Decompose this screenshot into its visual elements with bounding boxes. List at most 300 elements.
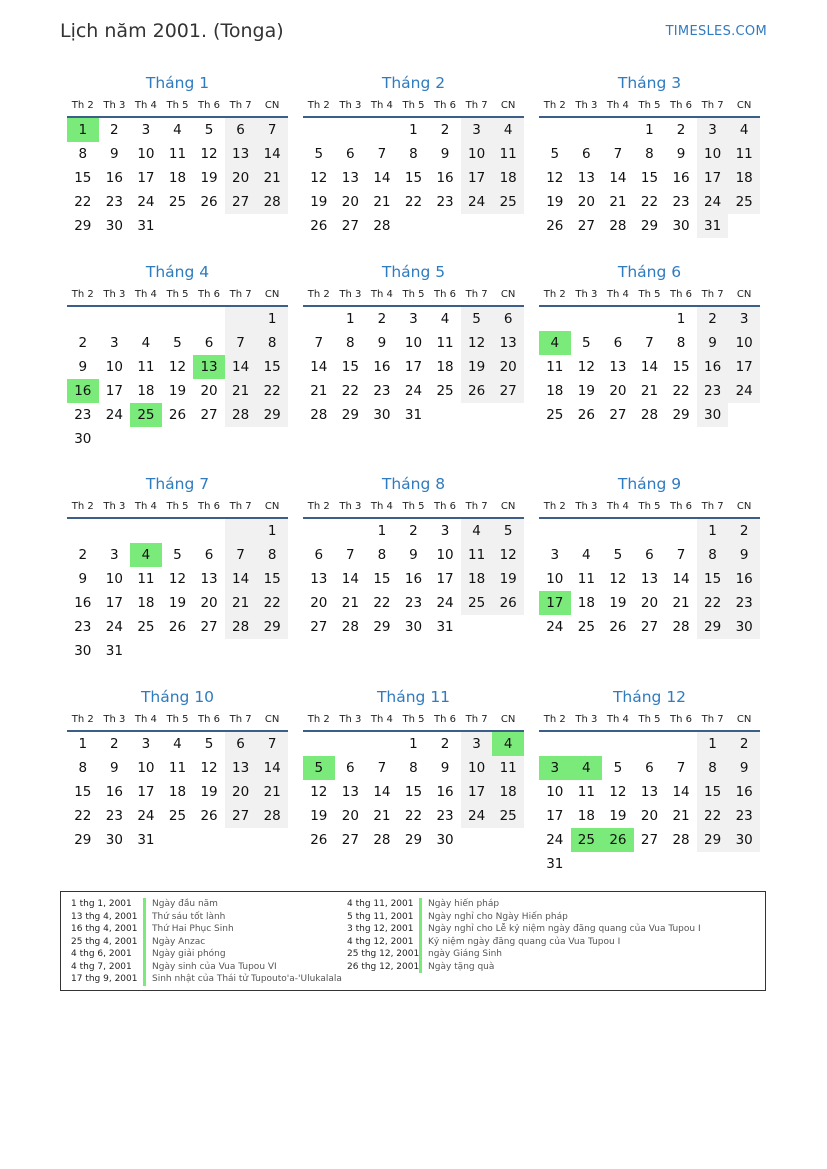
day-cell[interactable]: 5 xyxy=(492,519,524,543)
day-cell[interactable]: 21 xyxy=(310,383,328,399)
day-cell[interactable]: 3 xyxy=(539,756,571,780)
day-cell[interactable]: 28 xyxy=(672,619,690,635)
day-cell[interactable]: 3 xyxy=(461,732,493,756)
day-cell[interactable]: 24 xyxy=(461,190,493,214)
day-cell[interactable]: 4 xyxy=(728,118,760,142)
day-cell[interactable]: 19 xyxy=(609,808,627,824)
day-cell[interactable]: 25 xyxy=(461,591,493,615)
day-cell[interactable]: 5 xyxy=(613,547,623,563)
day-cell[interactable]: 25 xyxy=(728,190,760,214)
day-cell[interactable]: 3 xyxy=(110,335,119,351)
day-cell[interactable]: 21 xyxy=(256,166,288,190)
day-cell[interactable]: 19 xyxy=(310,194,328,210)
day-cell[interactable]: 11 xyxy=(137,359,155,375)
day-cell[interactable]: 26 xyxy=(492,591,524,615)
day-cell[interactable]: 8 xyxy=(409,146,418,162)
day-cell[interactable]: 24 xyxy=(137,808,155,824)
day-cell[interactable]: 6 xyxy=(225,732,257,756)
day-cell[interactable]: 7 xyxy=(256,732,288,756)
day-cell[interactable]: 16 xyxy=(697,355,729,379)
site-link[interactable]: TIMESLES.COM xyxy=(665,24,767,39)
day-cell[interactable]: 21 xyxy=(225,379,257,403)
day-cell[interactable]: 30 xyxy=(404,619,423,635)
day-cell[interactable]: 8 xyxy=(697,756,729,780)
day-cell[interactable]: 19 xyxy=(200,170,218,186)
day-cell[interactable]: 15 xyxy=(74,784,92,800)
day-cell[interactable]: 16 xyxy=(404,571,423,587)
day-cell[interactable]: 10 xyxy=(105,359,123,375)
day-cell[interactable]: 13 xyxy=(341,170,359,186)
day-cell[interactable]: 5 xyxy=(582,335,591,351)
day-cell[interactable]: 14 xyxy=(672,571,690,587)
day-cell[interactable]: 9 xyxy=(728,756,760,780)
day-cell[interactable]: 2 xyxy=(676,122,686,138)
day-cell[interactable]: 25 xyxy=(137,619,155,635)
day-cell[interactable]: 28 xyxy=(225,615,257,639)
day-cell[interactable]: 18 xyxy=(728,166,760,190)
day-cell[interactable]: 13 xyxy=(609,359,627,375)
day-cell[interactable]: 26 xyxy=(200,808,218,824)
day-cell[interactable]: 30 xyxy=(74,431,92,447)
day-cell[interactable]: 15 xyxy=(373,571,391,587)
day-cell[interactable]: 12 xyxy=(200,146,218,162)
day-cell[interactable]: 5 xyxy=(314,146,324,162)
day-cell[interactable]: 22 xyxy=(256,379,288,403)
day-cell[interactable]: 2 xyxy=(697,307,729,331)
day-cell[interactable]: 19 xyxy=(168,595,187,611)
day-cell[interactable]: 5 xyxy=(204,736,214,752)
day-cell[interactable]: 22 xyxy=(74,194,92,210)
day-cell[interactable]: 24 xyxy=(105,407,123,423)
day-cell[interactable]: 7 xyxy=(314,335,324,351)
day-cell[interactable]: 5 xyxy=(173,547,182,563)
day-cell[interactable]: 29 xyxy=(256,615,288,639)
day-cell[interactable]: 23 xyxy=(436,808,454,824)
day-cell[interactable]: 19 xyxy=(310,808,328,824)
day-cell[interactable]: 22 xyxy=(373,595,391,611)
day-cell[interactable]: 26 xyxy=(310,218,328,234)
day-cell[interactable]: 7 xyxy=(676,547,686,563)
day-cell[interactable]: 15 xyxy=(256,355,288,379)
day-cell[interactable]: 19 xyxy=(609,595,627,611)
day-cell[interactable]: 15 xyxy=(74,170,92,186)
day-cell[interactable]: 24 xyxy=(546,832,564,848)
day-cell[interactable]: 18 xyxy=(168,784,187,800)
day-cell[interactable]: 28 xyxy=(225,403,257,427)
day-cell[interactable]: 21 xyxy=(640,383,659,399)
day-cell[interactable]: 18 xyxy=(137,595,155,611)
day-cell[interactable]: 18 xyxy=(168,170,187,186)
day-cell[interactable]: 7 xyxy=(645,335,654,351)
day-cell[interactable]: 18 xyxy=(137,383,155,399)
day-cell[interactable]: 1 xyxy=(409,736,418,752)
day-cell[interactable]: 25 xyxy=(492,190,524,214)
day-cell[interactable]: 16 xyxy=(105,170,123,186)
day-cell[interactable]: 28 xyxy=(609,218,627,234)
day-cell[interactable]: 1 xyxy=(645,122,654,138)
day-cell[interactable]: 9 xyxy=(110,760,119,776)
day-cell[interactable]: 27 xyxy=(640,832,659,848)
day-cell[interactable]: 17 xyxy=(697,166,729,190)
day-cell[interactable]: 12 xyxy=(546,170,564,186)
day-cell[interactable]: 31 xyxy=(546,856,564,872)
day-cell[interactable]: 15 xyxy=(672,359,690,375)
day-cell[interactable]: 9 xyxy=(440,146,450,162)
day-cell[interactable]: 19 xyxy=(546,194,564,210)
day-cell[interactable]: 13 xyxy=(577,170,595,186)
day-cell[interactable]: 12 xyxy=(310,784,328,800)
day-cell[interactable]: 8 xyxy=(409,760,418,776)
day-cell[interactable]: 9 xyxy=(78,571,88,587)
day-cell[interactable]: 22 xyxy=(640,194,659,210)
day-cell[interactable]: 3 xyxy=(697,118,729,142)
day-cell[interactable]: 1 xyxy=(697,732,729,756)
day-cell[interactable]: 9 xyxy=(110,146,119,162)
day-cell[interactable]: 6 xyxy=(613,335,623,351)
day-cell[interactable]: 6 xyxy=(492,307,524,331)
day-cell[interactable]: 10 xyxy=(105,571,123,587)
day-cell[interactable]: 2 xyxy=(78,335,88,351)
day-cell[interactable]: 19 xyxy=(461,355,493,379)
day-cell[interactable]: 6 xyxy=(645,760,654,776)
day-cell[interactable]: 7 xyxy=(613,146,623,162)
day-cell[interactable]: 20 xyxy=(341,808,359,824)
day-cell[interactable]: 15 xyxy=(256,567,288,591)
day-cell[interactable]: 18 xyxy=(492,780,524,804)
day-cell[interactable]: 16 xyxy=(728,780,760,804)
day-cell[interactable]: 11 xyxy=(168,146,187,162)
day-cell[interactable]: 29 xyxy=(672,407,690,423)
day-cell[interactable]: 11 xyxy=(492,756,524,780)
day-cell[interactable]: 1 xyxy=(409,122,418,138)
day-cell[interactable]: 19 xyxy=(168,383,187,399)
day-cell[interactable]: 23 xyxy=(728,591,760,615)
day-cell[interactable]: 15 xyxy=(697,567,729,591)
day-cell[interactable]: 27 xyxy=(200,619,218,635)
day-cell[interactable]: 6 xyxy=(346,146,355,162)
day-cell[interactable]: 1 xyxy=(377,523,387,539)
day-cell[interactable]: 18 xyxy=(461,567,493,591)
day-cell[interactable]: 22 xyxy=(341,383,359,399)
day-cell[interactable]: 10 xyxy=(546,784,564,800)
day-cell[interactable]: 2 xyxy=(728,519,760,543)
day-cell[interactable]: 21 xyxy=(341,595,359,611)
day-cell[interactable]: 20 xyxy=(577,194,595,210)
day-cell[interactable]: 2 xyxy=(440,736,450,752)
day-cell[interactable]: 28 xyxy=(672,832,690,848)
day-cell[interactable]: 27 xyxy=(341,832,359,848)
day-cell[interactable]: 16 xyxy=(672,170,690,186)
day-cell[interactable]: 10 xyxy=(137,146,155,162)
day-cell[interactable]: 24 xyxy=(436,595,454,611)
day-cell[interactable]: 22 xyxy=(74,808,92,824)
day-cell[interactable]: 2 xyxy=(78,547,88,563)
day-cell[interactable]: 2 xyxy=(377,311,387,327)
day-cell[interactable]: 20 xyxy=(200,595,218,611)
day-cell[interactable]: 16 xyxy=(728,567,760,591)
day-cell[interactable]: 8 xyxy=(676,335,686,351)
day-cell[interactable]: 14 xyxy=(373,170,391,186)
day-cell[interactable]: 25 xyxy=(168,194,187,210)
day-cell[interactable]: 8 xyxy=(78,760,88,776)
day-cell[interactable]: 22 xyxy=(697,804,729,828)
day-cell[interactable]: 18 xyxy=(436,359,454,375)
day-cell[interactable]: 14 xyxy=(225,567,257,591)
day-cell[interactable]: 25 xyxy=(492,804,524,828)
day-cell[interactable]: 1 xyxy=(697,519,729,543)
day-cell[interactable]: 13 xyxy=(225,142,257,166)
day-cell[interactable]: 21 xyxy=(672,808,690,824)
day-cell[interactable]: 12 xyxy=(492,543,524,567)
day-cell[interactable]: 21 xyxy=(225,591,257,615)
day-cell[interactable]: 4 xyxy=(582,547,591,563)
day-cell[interactable]: 6 xyxy=(346,760,355,776)
day-cell[interactable]: 1 xyxy=(78,736,88,752)
day-cell[interactable]: 12 xyxy=(168,359,187,375)
day-cell[interactable]: 6 xyxy=(582,146,591,162)
day-cell[interactable]: 24 xyxy=(105,619,123,635)
day-cell[interactable]: 20 xyxy=(341,194,359,210)
day-cell[interactable]: 27 xyxy=(640,619,659,635)
day-cell[interactable]: 23 xyxy=(105,808,123,824)
day-cell[interactable]: 22 xyxy=(697,591,729,615)
day-cell[interactable]: 11 xyxy=(461,543,493,567)
day-cell[interactable]: 8 xyxy=(346,335,355,351)
day-cell[interactable]: 14 xyxy=(672,784,690,800)
day-cell[interactable]: 26 xyxy=(609,619,627,635)
day-cell[interactable]: 10 xyxy=(436,547,454,563)
day-cell[interactable]: 23 xyxy=(74,407,92,423)
day-cell[interactable]: 13 xyxy=(225,756,257,780)
day-cell[interactable]: 5 xyxy=(303,756,335,780)
day-cell[interactable]: 30 xyxy=(373,407,391,423)
day-cell[interactable]: 12 xyxy=(609,784,627,800)
day-cell[interactable]: 1 xyxy=(256,519,288,543)
day-cell[interactable]: 4 xyxy=(130,543,162,567)
day-cell[interactable]: 11 xyxy=(546,359,564,375)
day-cell[interactable]: 17 xyxy=(436,571,454,587)
day-cell[interactable]: 3 xyxy=(110,547,119,563)
day-cell[interactable]: 6 xyxy=(314,547,324,563)
day-cell[interactable]: 23 xyxy=(436,194,454,210)
day-cell[interactable]: 2 xyxy=(110,122,119,138)
day-cell[interactable]: 24 xyxy=(137,194,155,210)
day-cell[interactable]: 8 xyxy=(256,331,288,355)
day-cell[interactable]: 12 xyxy=(609,571,627,587)
day-cell[interactable]: 4 xyxy=(440,311,450,327)
day-cell[interactable]: 26 xyxy=(461,379,493,403)
day-cell[interactable]: 26 xyxy=(546,218,564,234)
day-cell[interactable]: 17 xyxy=(461,780,493,804)
day-cell[interactable]: 4 xyxy=(492,118,524,142)
day-cell[interactable]: 9 xyxy=(78,359,88,375)
day-cell[interactable]: 9 xyxy=(728,543,760,567)
day-cell[interactable]: 30 xyxy=(105,218,123,234)
day-cell[interactable]: 14 xyxy=(640,359,659,375)
day-cell[interactable]: 7 xyxy=(225,331,257,355)
day-cell[interactable]: 5 xyxy=(173,335,182,351)
day-cell[interactable]: 17 xyxy=(404,359,423,375)
day-cell[interactable]: 28 xyxy=(256,190,288,214)
day-cell[interactable]: 22 xyxy=(404,808,423,824)
day-cell[interactable]: 8 xyxy=(645,146,654,162)
day-cell[interactable]: 31 xyxy=(137,832,155,848)
day-cell[interactable]: 27 xyxy=(609,407,627,423)
day-cell[interactable]: 12 xyxy=(200,760,218,776)
day-cell[interactable]: 24 xyxy=(404,383,423,399)
day-cell[interactable]: 31 xyxy=(697,214,729,238)
day-cell[interactable]: 14 xyxy=(256,142,288,166)
day-cell[interactable]: 4 xyxy=(173,122,182,138)
day-cell[interactable]: 5 xyxy=(613,760,623,776)
day-cell[interactable]: 11 xyxy=(577,784,595,800)
day-cell[interactable]: 7 xyxy=(256,118,288,142)
day-cell[interactable]: 15 xyxy=(404,784,423,800)
day-cell[interactable]: 22 xyxy=(404,194,423,210)
day-cell[interactable]: 15 xyxy=(697,780,729,804)
day-cell[interactable]: 6 xyxy=(225,118,257,142)
day-cell[interactable]: 11 xyxy=(728,142,760,166)
day-cell[interactable]: 20 xyxy=(225,166,257,190)
day-cell[interactable]: 31 xyxy=(436,619,454,635)
day-cell[interactable]: 24 xyxy=(461,804,493,828)
day-cell[interactable]: 20 xyxy=(225,780,257,804)
day-cell[interactable]: 3 xyxy=(409,311,418,327)
day-cell[interactable]: 4 xyxy=(173,736,182,752)
day-cell[interactable]: 29 xyxy=(697,615,729,639)
day-cell[interactable]: 16 xyxy=(373,359,391,375)
day-cell[interactable]: 25 xyxy=(130,403,162,427)
day-cell[interactable]: 14 xyxy=(225,355,257,379)
day-cell[interactable]: 13 xyxy=(640,571,659,587)
day-cell[interactable]: 25 xyxy=(577,619,595,635)
day-cell[interactable]: 13 xyxy=(200,571,218,587)
day-cell[interactable]: 28 xyxy=(310,407,328,423)
day-cell[interactable]: 25 xyxy=(571,828,603,852)
day-cell[interactable]: 28 xyxy=(640,407,659,423)
day-cell[interactable]: 18 xyxy=(577,595,595,611)
day-cell[interactable]: 2 xyxy=(409,523,418,539)
day-cell[interactable]: 10 xyxy=(404,335,423,351)
day-cell[interactable]: 17 xyxy=(546,808,564,824)
day-cell[interactable]: 2 xyxy=(728,732,760,756)
day-cell[interactable]: 13 xyxy=(640,784,659,800)
day-cell[interactable]: 23 xyxy=(728,804,760,828)
day-cell[interactable]: 26 xyxy=(310,832,328,848)
day-cell[interactable]: 21 xyxy=(609,194,627,210)
day-cell[interactable]: 3 xyxy=(461,118,493,142)
day-cell[interactable]: 18 xyxy=(492,166,524,190)
day-cell[interactable]: 19 xyxy=(492,567,524,591)
day-cell[interactable]: 17 xyxy=(105,595,123,611)
day-cell[interactable]: 31 xyxy=(105,643,123,659)
day-cell[interactable]: 2 xyxy=(110,736,119,752)
day-cell[interactable]: 1 xyxy=(67,118,99,142)
day-cell[interactable]: 12 xyxy=(461,331,493,355)
day-cell[interactable]: 5 xyxy=(204,122,214,138)
day-cell[interactable]: 10 xyxy=(728,331,760,355)
day-cell[interactable]: 16 xyxy=(105,784,123,800)
day-cell[interactable]: 14 xyxy=(310,359,328,375)
day-cell[interactable]: 21 xyxy=(672,595,690,611)
day-cell[interactable]: 14 xyxy=(373,784,391,800)
day-cell[interactable]: 11 xyxy=(577,571,595,587)
day-cell[interactable]: 9 xyxy=(409,547,418,563)
day-cell[interactable]: 30 xyxy=(697,403,729,427)
day-cell[interactable]: 24 xyxy=(728,379,760,403)
day-cell[interactable]: 27 xyxy=(225,804,257,828)
day-cell[interactable]: 13 xyxy=(310,571,328,587)
day-cell[interactable]: 11 xyxy=(492,142,524,166)
day-cell[interactable]: 14 xyxy=(341,571,359,587)
day-cell[interactable]: 8 xyxy=(697,543,729,567)
day-cell[interactable]: 11 xyxy=(168,760,187,776)
day-cell[interactable]: 10 xyxy=(697,142,729,166)
day-cell[interactable]: 24 xyxy=(697,190,729,214)
day-cell[interactable]: 7 xyxy=(676,760,686,776)
day-cell[interactable]: 3 xyxy=(440,523,450,539)
day-cell[interactable]: 29 xyxy=(404,832,423,848)
day-cell[interactable]: 4 xyxy=(539,331,571,355)
day-cell[interactable]: 7 xyxy=(377,760,387,776)
day-cell[interactable]: 14 xyxy=(256,756,288,780)
day-cell[interactable]: 29 xyxy=(341,407,359,423)
day-cell[interactable]: 23 xyxy=(404,595,423,611)
day-cell[interactable]: 17 xyxy=(728,355,760,379)
day-cell[interactable]: 31 xyxy=(404,407,423,423)
day-cell[interactable]: 25 xyxy=(436,383,454,399)
day-cell[interactable]: 13 xyxy=(193,355,225,379)
day-cell[interactable]: 17 xyxy=(539,591,571,615)
day-cell[interactable]: 27 xyxy=(200,407,218,423)
day-cell[interactable]: 27 xyxy=(577,218,595,234)
day-cell[interactable]: 13 xyxy=(492,331,524,355)
day-cell[interactable]: 16 xyxy=(74,595,92,611)
day-cell[interactable]: 29 xyxy=(256,403,288,427)
day-cell[interactable]: 5 xyxy=(550,146,560,162)
day-cell[interactable]: 25 xyxy=(546,407,564,423)
day-cell[interactable]: 14 xyxy=(609,170,627,186)
day-cell[interactable]: 16 xyxy=(67,379,99,403)
day-cell[interactable]: 4 xyxy=(141,335,151,351)
day-cell[interactable]: 6 xyxy=(204,335,214,351)
day-cell[interactable]: 23 xyxy=(105,194,123,210)
day-cell[interactable]: 20 xyxy=(640,808,659,824)
day-cell[interactable]: 8 xyxy=(256,543,288,567)
day-cell[interactable]: 27 xyxy=(341,218,359,234)
day-cell[interactable]: 26 xyxy=(200,194,218,210)
day-cell[interactable]: 29 xyxy=(74,218,92,234)
day-cell[interactable]: 21 xyxy=(256,780,288,804)
day-cell[interactable]: 3 xyxy=(550,547,560,563)
day-cell[interactable]: 19 xyxy=(577,383,595,399)
day-cell[interactable]: 7 xyxy=(377,146,387,162)
day-cell[interactable]: 29 xyxy=(373,619,391,635)
day-cell[interactable]: 11 xyxy=(137,571,155,587)
day-cell[interactable]: 13 xyxy=(341,784,359,800)
day-cell[interactable]: 20 xyxy=(492,355,524,379)
day-cell[interactable]: 10 xyxy=(137,760,155,776)
day-cell[interactable]: 30 xyxy=(672,218,690,234)
day-cell[interactable]: 17 xyxy=(461,166,493,190)
day-cell[interactable]: 3 xyxy=(141,122,151,138)
day-cell[interactable]: 27 xyxy=(225,190,257,214)
day-cell[interactable]: 20 xyxy=(609,383,627,399)
day-cell[interactable]: 26 xyxy=(168,407,187,423)
day-cell[interactable]: 22 xyxy=(256,591,288,615)
day-cell[interactable]: 12 xyxy=(577,359,595,375)
day-cell[interactable]: 24 xyxy=(546,619,564,635)
